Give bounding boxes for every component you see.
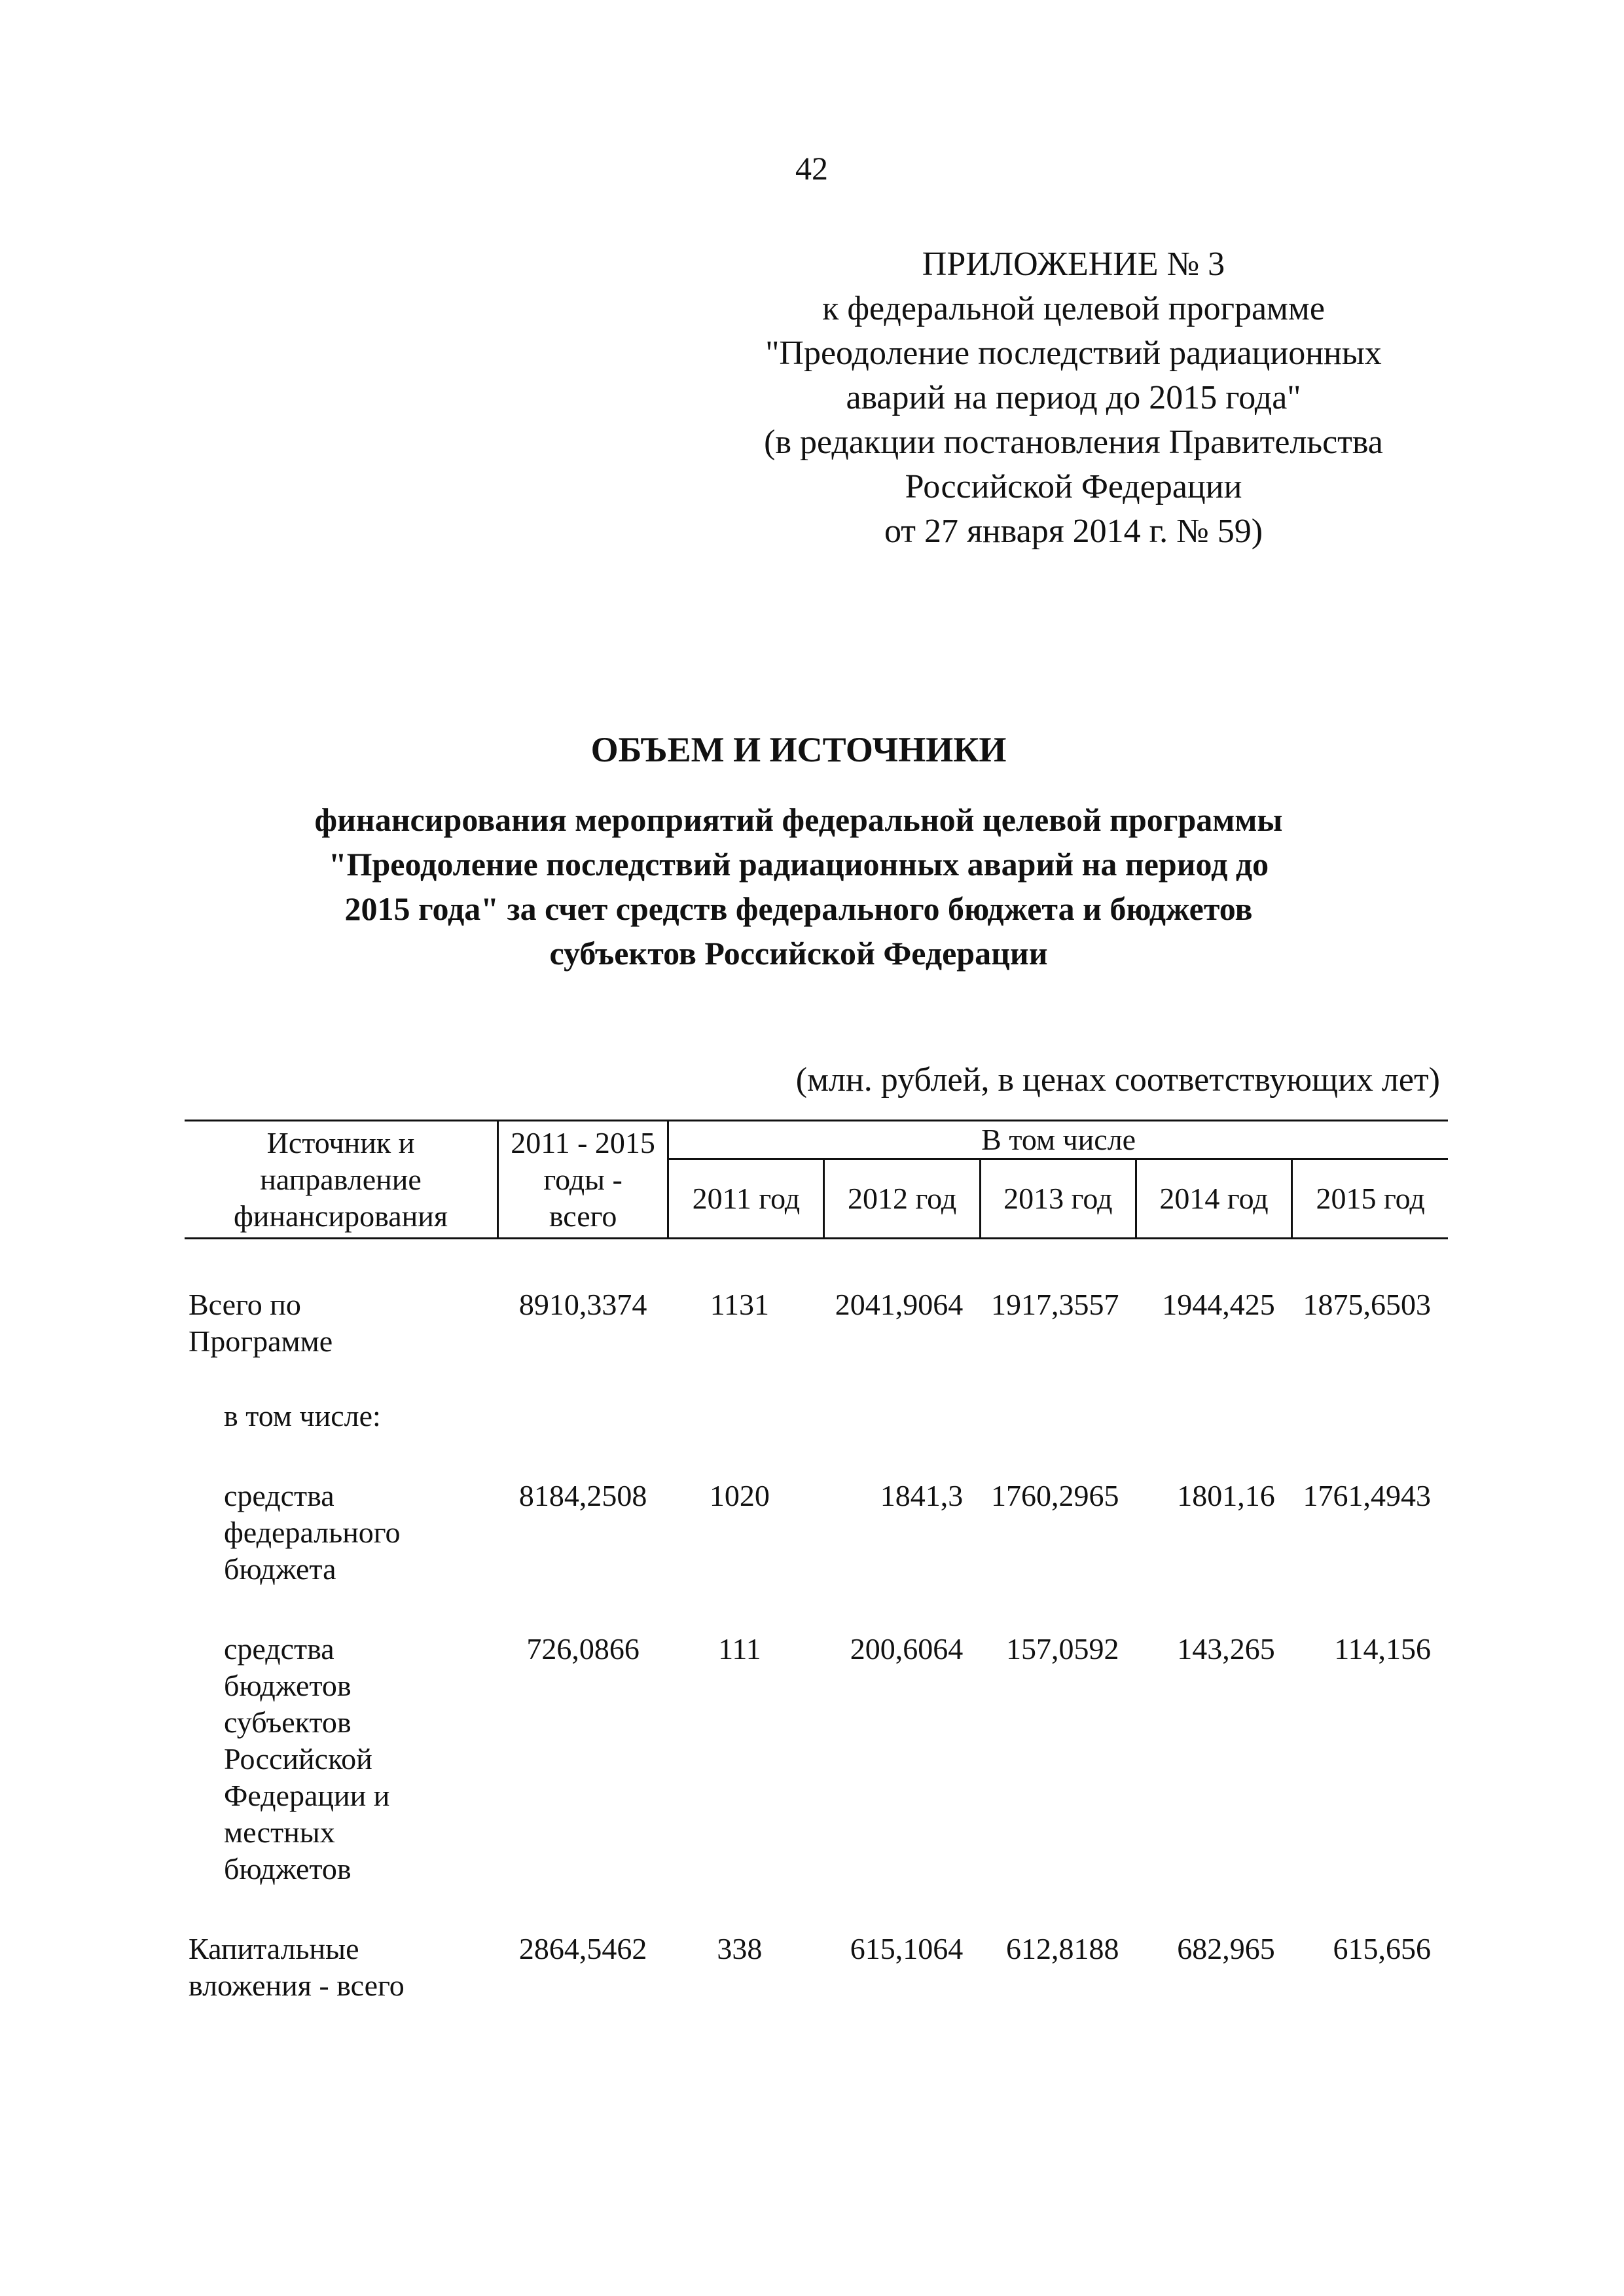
header-source-line: направление [260,1162,422,1196]
title-subtitle [164,797,1434,975]
page-number: 42 [795,150,828,187]
table-row [185,1239,1448,1360]
appendix-line: ПРИЛОЖЕНИЕ № 3 [922,246,1225,283]
empty-cell [1292,1360,1448,1434]
cell-2013: 1760,2965 [990,1479,1119,1512]
row-label-line: Программе [189,1324,333,1358]
cell-2012: 200,6064 [850,1632,964,1666]
row-label-line: федерального [224,1516,401,1549]
cell-2011: 111 [718,1632,761,1666]
cell-2015: 114,156 [1334,1632,1431,1666]
row-label-line: в том числе: [224,1399,381,1432]
empty-cell [980,1360,1136,1434]
table-row [185,1887,1448,2004]
cell-2013: 157,0592 [1005,1632,1119,1666]
row-label-line: Российской [224,1742,372,1776]
cell-2014: 1944,425 [1162,1288,1275,1321]
header-total-line: всего [549,1199,617,1233]
row-label [185,1434,497,1588]
cell-total: 8910,3374 [518,1288,647,1321]
subtitle-line: финансирования мероприятий федеральной целевой программы [314,801,1283,838]
header-year: 2012 год [824,1159,980,1239]
header-source-line: Источник и [266,1125,415,1159]
header-year: 2015 год [1292,1159,1448,1239]
cell-total: 2864,5462 [518,1932,647,1965]
cell-2012: 2041,9064 [835,1288,964,1321]
empty-cell [1136,1360,1291,1434]
header-total [497,1121,668,1239]
header-source [185,1121,497,1239]
table-row [185,1360,1448,1434]
cell-total: 726,0866 [526,1632,640,1666]
row-label-line: вложения - всего [189,1969,405,2002]
cell-2014: 682,965 [1177,1932,1275,1965]
cell-2013: 612,8188 [1005,1932,1119,1965]
empty-cell [824,1360,980,1434]
cell-2011: 338 [717,1932,763,1965]
subtitle-line: "Преодоление последствий радиационных аварий на период до [328,846,1269,883]
row-label-line: бюджета [224,1552,336,1586]
row-label-line: Федерации и [224,1779,390,1812]
row-label-line: бюджетов [224,1852,352,1886]
empty-cell [668,1360,824,1434]
cell-2015: 1875,6503 [1303,1288,1431,1321]
appendix-line: "Преодоление последствий радиационных [765,335,1382,372]
cell-2012: 1841,3 [880,1479,964,1512]
appendix-line: (в редакции постановления Правительства [764,424,1383,461]
row-label-line: средства [224,1479,334,1512]
row-label [185,1887,497,2004]
appendix-line: Российской Федерации [905,468,1242,505]
row-label-line: Капитальные [189,1932,359,1965]
row-label [185,1239,497,1360]
header-total-line: годы - [543,1162,623,1196]
cell-2011: 1131 [710,1288,770,1321]
cell-2014: 1801,16 [1177,1479,1275,1512]
header-group: В том числе [668,1121,1448,1159]
header-year: 2014 год [1136,1159,1291,1239]
row-label-line: бюджетов [224,1669,352,1702]
cell-2014: 143,265 [1177,1632,1275,1666]
appendix-line: аварий на период до 2015 года" [846,379,1301,416]
title-main: ОБЪЕМ И ИСТОЧНИКИ [590,730,1007,769]
cell-2015: 1761,4943 [1303,1479,1431,1512]
units-note: (млн. рублей, в ценах соответствующих лет) [795,1061,1440,1099]
table-row [185,1588,1448,1887]
row-label-line: местных [224,1815,335,1849]
header-source-line: финансирования [233,1199,448,1233]
header-year: 2013 год [980,1159,1136,1239]
row-label [185,1588,497,1887]
cell-2013: 1917,3557 [990,1288,1119,1321]
header-year: 2011 год [668,1159,824,1239]
cell-2011: 1020 [709,1479,770,1512]
subtitle-line: субъектов Российской Федерации [549,935,1048,972]
row-label-line: субъектов [224,1705,352,1739]
header-total-line: 2011 - 2015 [511,1125,655,1159]
document-title [164,727,1434,975]
financing-table [185,1120,1448,2004]
appendix-line: от 27 января 2014 г. № 59) [884,513,1263,550]
appendix-header [707,242,1440,554]
empty-cell [497,1360,668,1434]
appendix-line: к федеральной целевой программе [822,290,1325,327]
cell-2015: 615,656 [1333,1932,1431,1965]
row-label-line: средства [224,1632,334,1666]
subtitle-line: 2015 года" за счет средств федерального бюджета и бюджетов [344,890,1253,927]
cell-total: 8184,2508 [518,1479,647,1512]
row-label-line: Всего по [189,1288,301,1321]
row-label [185,1360,497,1434]
cell-2012: 615,1064 [850,1932,964,1965]
table-row [185,1434,1448,1588]
